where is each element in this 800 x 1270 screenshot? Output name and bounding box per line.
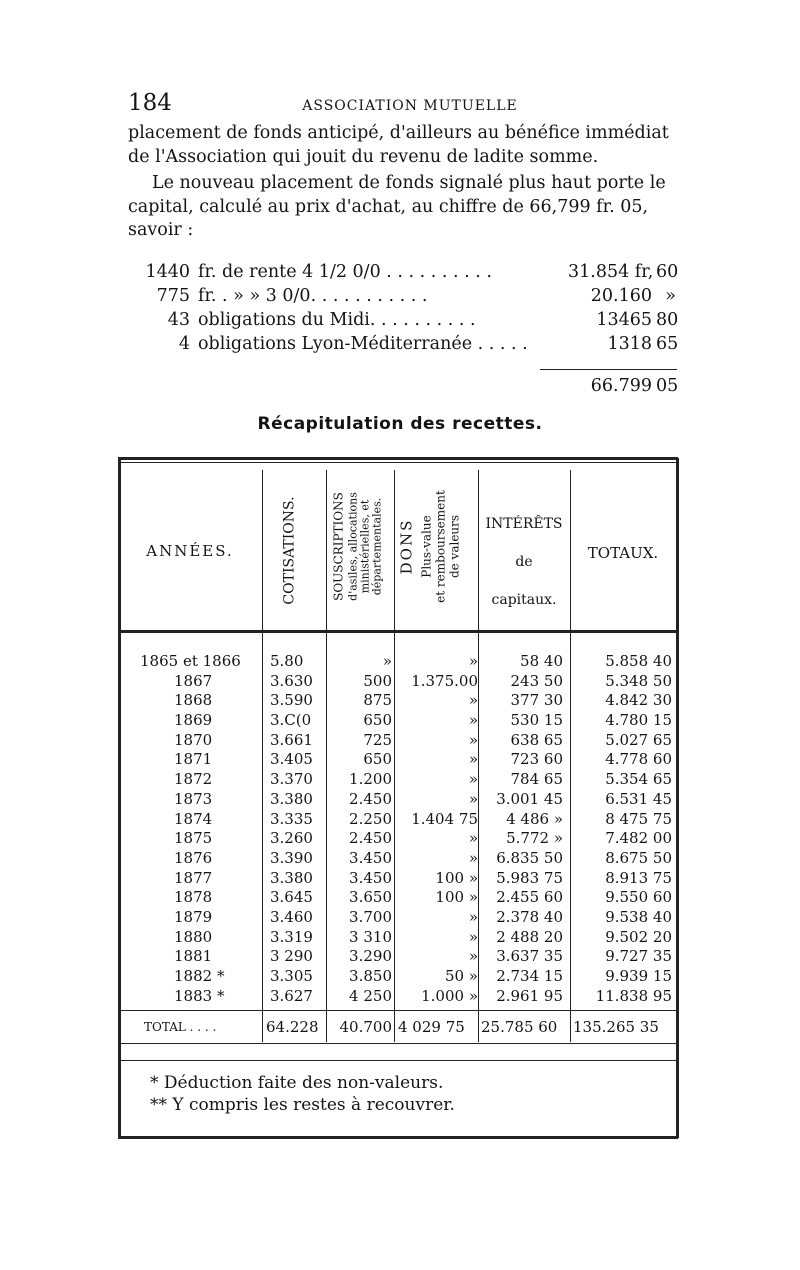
header-interets bbox=[478, 505, 570, 619]
cell-interets: 3.637 35 bbox=[496, 947, 563, 966]
cell-cotisations: 3.661 bbox=[270, 730, 313, 749]
sous-line-4: départementales. bbox=[370, 497, 384, 596]
cell-interets: 638 65 bbox=[510, 730, 563, 749]
cell-souscriptions: 875 bbox=[363, 691, 392, 710]
cell-interets: 2 488 20 bbox=[496, 927, 563, 946]
cell-interets: 5.772 » bbox=[506, 829, 563, 848]
cell-souscriptions: 3.450 bbox=[349, 848, 392, 867]
cell-totaux: 9.939 15 bbox=[605, 967, 672, 985]
cell-totaux: 5.027 65 bbox=[605, 730, 672, 749]
holding-cents: 60 bbox=[656, 262, 679, 282]
cell-souscriptions: 4 250 bbox=[349, 986, 392, 1005]
holding-row bbox=[128, 334, 679, 358]
total-cotisations: 64.228 bbox=[266, 1018, 319, 1036]
cell-souscriptions: 3 310 bbox=[349, 927, 392, 946]
holding-qty: 43 bbox=[167, 310, 190, 330]
cell-totaux: 9.502 20 bbox=[605, 927, 672, 946]
holding-row bbox=[128, 286, 676, 310]
holding-desc: obligations Lyon-Méditerranée . . . . . bbox=[198, 334, 528, 354]
holding-qty: 1440 bbox=[145, 262, 190, 282]
sous-line-3: ministérielles, et bbox=[358, 499, 372, 594]
cell-cotisations: 3.319 bbox=[270, 927, 313, 946]
cell-dons: » bbox=[468, 730, 478, 749]
table-row bbox=[118, 770, 678, 790]
table-row bbox=[118, 947, 678, 967]
cell-dons: 100 » bbox=[435, 868, 478, 887]
cell-cotisations: 3.C(0 bbox=[270, 711, 312, 730]
cell-totaux: 4.842 30 bbox=[605, 691, 672, 710]
footnote-2: ** Y compris les restes à recouvrer. bbox=[150, 1095, 455, 1115]
cell-interets: 784 65 bbox=[510, 770, 563, 789]
holding-desc: fr. de rente 4 1/2 0/0 . . . . . . . . . . bbox=[198, 262, 492, 282]
cell-totaux: 11.838 95 bbox=[595, 986, 672, 1005]
cell-cotisations: 3.335 bbox=[270, 809, 313, 828]
holding-qty: 775 bbox=[156, 286, 190, 306]
table-row bbox=[118, 829, 678, 849]
table-header-rule bbox=[118, 630, 678, 633]
cell-year: 1874 bbox=[174, 809, 213, 828]
cell-interets: 3.001 45 bbox=[496, 789, 563, 808]
table-row bbox=[118, 908, 678, 928]
cell-interets: 58 40 bbox=[520, 652, 563, 670]
cell-dons: » bbox=[468, 829, 478, 848]
table-bottom-rule bbox=[118, 1060, 678, 1061]
cell-interets: 4 486 » bbox=[506, 809, 563, 828]
paragraph-line: de l'Association qui jouit du revenu de ladite somme. bbox=[128, 146, 599, 167]
cell-totaux: 9.538 40 bbox=[605, 907, 672, 926]
holding-desc: fr. . » » 3 0/0. . . . . . . . . . . bbox=[198, 286, 428, 306]
cell-interets: 377 30 bbox=[510, 691, 563, 710]
cell-interets: 723 60 bbox=[510, 750, 563, 769]
holding-row bbox=[128, 310, 679, 334]
table-bottom-rule-2 bbox=[118, 1136, 678, 1139]
sous-line-1: SOUSCRIPTIONS bbox=[331, 492, 346, 601]
dons-line-1: DONS bbox=[397, 518, 416, 575]
cell-cotisations: 3.460 bbox=[270, 907, 313, 926]
cell-souscriptions: 2.250 bbox=[349, 809, 392, 828]
table-row bbox=[118, 967, 678, 987]
cell-totaux: 5.348 50 bbox=[605, 671, 672, 690]
paragraph-line: savoir : bbox=[128, 220, 194, 240]
cell-year: 1870 bbox=[174, 730, 213, 749]
cell-interets: 243 50 bbox=[510, 671, 563, 690]
table-row bbox=[118, 790, 678, 810]
table-total-rule-2 bbox=[118, 1043, 678, 1044]
table-top-rule bbox=[118, 457, 678, 460]
table-row bbox=[118, 691, 678, 711]
cell-souscriptions: 725 bbox=[363, 730, 392, 749]
cell-totaux: 8 475 75 bbox=[605, 809, 672, 828]
header-totaux: TOTAUX. bbox=[587, 544, 659, 562]
holdings-total-cents: 05 bbox=[656, 376, 679, 396]
total-dons: 4 029 75 bbox=[398, 1018, 465, 1036]
cell-dons: » bbox=[468, 947, 478, 966]
cell-interets: 2.961 95 bbox=[496, 986, 563, 1005]
cell-dons: » bbox=[468, 927, 478, 946]
cell-year: 1867 bbox=[174, 671, 213, 690]
cell-year: 1865 et 1866 bbox=[140, 652, 241, 670]
cell-cotisations: 3.260 bbox=[270, 829, 313, 848]
cell-souscriptions: 3.700 bbox=[349, 907, 392, 926]
cell-cotisations: 3.370 bbox=[270, 770, 313, 789]
cell-cotisations: 3.380 bbox=[270, 789, 313, 808]
cell-souscriptions: 1.200 bbox=[349, 770, 392, 789]
table-row bbox=[118, 869, 678, 889]
total-totaux: 135.265 35 bbox=[573, 1018, 659, 1036]
cell-interets: 6.835 50 bbox=[496, 848, 563, 867]
header-souscriptions bbox=[326, 470, 394, 630]
table-row bbox=[118, 849, 678, 869]
holdings-list bbox=[128, 262, 679, 358]
holding-row bbox=[128, 262, 679, 286]
table-top-rule-2 bbox=[118, 462, 678, 463]
cell-year: 1868 bbox=[174, 691, 213, 710]
dons-line-3: et remboursement bbox=[433, 490, 448, 603]
cell-dons: » bbox=[468, 750, 478, 769]
cell-souscriptions: 500 bbox=[363, 671, 392, 690]
holding-amount: 13465 bbox=[596, 310, 652, 330]
cell-interets: 2.734 15 bbox=[496, 967, 563, 985]
total-label: TOTAL . . . . bbox=[144, 1020, 217, 1034]
table-row bbox=[118, 750, 678, 770]
holding-cents: 80 bbox=[656, 310, 679, 330]
cell-dons: 50 » bbox=[444, 967, 478, 985]
total-souscriptions: 40.700 bbox=[339, 1018, 392, 1036]
cell-year: 1883 * bbox=[174, 986, 225, 1005]
cell-dons: » bbox=[468, 907, 478, 926]
cell-interets: 2.455 60 bbox=[496, 888, 563, 907]
cell-dons: 1.375.00 bbox=[411, 671, 478, 690]
cell-dons: » bbox=[468, 789, 478, 808]
table-row bbox=[118, 672, 678, 692]
holding-amount: 20.160 bbox=[590, 286, 652, 306]
cell-dons: » bbox=[468, 711, 478, 730]
cell-year: 1881 bbox=[174, 947, 213, 966]
cell-cotisations: 3.305 bbox=[270, 967, 313, 985]
cell-year: 1876 bbox=[174, 848, 213, 867]
cell-totaux: 4.780 15 bbox=[605, 711, 672, 730]
cell-totaux: 5.354 65 bbox=[605, 770, 672, 789]
total-row bbox=[118, 1018, 678, 1038]
table-row bbox=[118, 810, 678, 830]
holding-cents: 65 bbox=[656, 334, 679, 354]
cell-dons: 1.404 75 bbox=[411, 809, 478, 828]
cell-totaux: 8.913 75 bbox=[605, 868, 672, 887]
cell-cotisations: 3.630 bbox=[270, 671, 313, 690]
cell-dons: » bbox=[468, 770, 478, 789]
paragraph-line: Le nouveau placement de fonds signalé plus haut porte le bbox=[152, 173, 666, 193]
cell-souscriptions: » bbox=[382, 652, 392, 670]
cell-souscriptions: 650 bbox=[363, 750, 392, 769]
cell-cotisations: 3.380 bbox=[270, 868, 313, 887]
cell-dons: 1.000 » bbox=[421, 986, 478, 1005]
cell-souscriptions: 3.290 bbox=[349, 947, 392, 966]
cell-year: 1877 bbox=[174, 868, 213, 887]
cell-souscriptions: 3.650 bbox=[349, 888, 392, 907]
header-dons bbox=[394, 470, 478, 630]
cell-cotisations: 3.405 bbox=[270, 750, 313, 769]
footnote-1: * Déduction faite des non-valeurs. bbox=[150, 1073, 444, 1093]
cell-cotisations: 3.645 bbox=[270, 888, 313, 907]
paragraph-line: capital, calculé au prix d'achat, au chiffre de 66,799 fr. 05, bbox=[128, 196, 649, 217]
cell-totaux: 5.858 40 bbox=[605, 652, 672, 670]
footnotes bbox=[150, 1072, 455, 1116]
cell-souscriptions: 2.450 bbox=[349, 829, 392, 848]
sous-line-2: d'asiles, allocations bbox=[346, 492, 360, 601]
cell-interets: 5.983 75 bbox=[496, 868, 563, 887]
running-title: ASSOCIATION MUTUELLE bbox=[302, 98, 518, 114]
cell-totaux: 6.531 45 bbox=[605, 789, 672, 808]
holding-amount: 31.854 fr, bbox=[568, 262, 654, 282]
table-body bbox=[118, 652, 678, 1006]
cell-dons: » bbox=[468, 691, 478, 710]
cell-souscriptions: 3.450 bbox=[349, 868, 392, 887]
interets-line-2: de bbox=[515, 554, 533, 570]
holdings-sum-rule bbox=[540, 369, 677, 370]
header-cotisations: COTISATIONS. bbox=[281, 496, 298, 605]
table-row bbox=[118, 888, 678, 908]
cell-dons: 100 » bbox=[435, 888, 478, 907]
cell-year: 1872 bbox=[174, 770, 213, 789]
cell-cotisations: 5.80 bbox=[270, 652, 304, 670]
cell-year: 1882 * bbox=[174, 967, 225, 985]
cell-cotisations: 3 290 bbox=[270, 947, 313, 966]
cell-year: 1880 bbox=[174, 927, 213, 946]
table-total-rule bbox=[118, 1010, 678, 1011]
table-row bbox=[118, 711, 678, 731]
table-row bbox=[118, 987, 678, 1007]
holding-desc: obligations du Midi. . . . . . . . . . bbox=[198, 310, 476, 330]
cell-interets: 530 15 bbox=[510, 711, 563, 730]
paragraph-line: placement de fonds anticipé, d'ailleurs au bénéfice immédiat bbox=[128, 123, 669, 143]
holding-amount: 1318 bbox=[607, 334, 652, 354]
cell-year: 1875 bbox=[174, 829, 213, 848]
interets-line-3: capitaux. bbox=[491, 592, 557, 608]
cell-cotisations: 3.390 bbox=[270, 848, 313, 867]
cell-totaux: 9.727 35 bbox=[605, 947, 672, 966]
cell-totaux: 7.482 00 bbox=[605, 829, 672, 848]
cell-year: 1879 bbox=[174, 907, 213, 926]
cell-dons: » bbox=[468, 848, 478, 867]
holding-qty: 4 bbox=[178, 334, 190, 354]
paragraph-new-placement bbox=[128, 172, 676, 243]
holdings-total-amount: 66.799 bbox=[590, 376, 652, 396]
cell-souscriptions: 650 bbox=[363, 711, 392, 730]
page-number: 184 bbox=[128, 90, 172, 116]
cell-year: 1871 bbox=[174, 750, 213, 769]
header-annees: ANNÉES. bbox=[146, 542, 234, 560]
cell-cotisations: 3.590 bbox=[270, 691, 313, 710]
cell-year: 1873 bbox=[174, 789, 213, 808]
cell-year: 1869 bbox=[174, 711, 213, 730]
cell-dons: » bbox=[468, 652, 478, 670]
dons-line-4: de valeurs bbox=[447, 514, 462, 579]
table-row bbox=[118, 652, 678, 672]
cell-totaux: 4.778 60 bbox=[605, 750, 672, 769]
cell-souscriptions: 3.850 bbox=[349, 967, 392, 985]
table-row bbox=[118, 928, 678, 948]
holding-cents: » bbox=[665, 286, 676, 306]
interets-line-1: INTÉRÊTS bbox=[485, 516, 563, 532]
cell-interets: 2.378 40 bbox=[496, 907, 563, 926]
cell-totaux: 9.550 60 bbox=[605, 888, 672, 907]
cell-year: 1878 bbox=[174, 888, 213, 907]
total-interets: 25.785 60 bbox=[481, 1018, 558, 1036]
cell-souscriptions: 2.450 bbox=[349, 789, 392, 808]
cell-cotisations: 3.627 bbox=[270, 986, 313, 1005]
recap-title: Récapitulation des recettes. bbox=[257, 414, 543, 434]
dons-line-2: Plus-value bbox=[419, 515, 434, 578]
cell-totaux: 8.675 50 bbox=[605, 848, 672, 867]
paragraph-continued bbox=[128, 122, 676, 169]
table-row bbox=[118, 731, 678, 751]
